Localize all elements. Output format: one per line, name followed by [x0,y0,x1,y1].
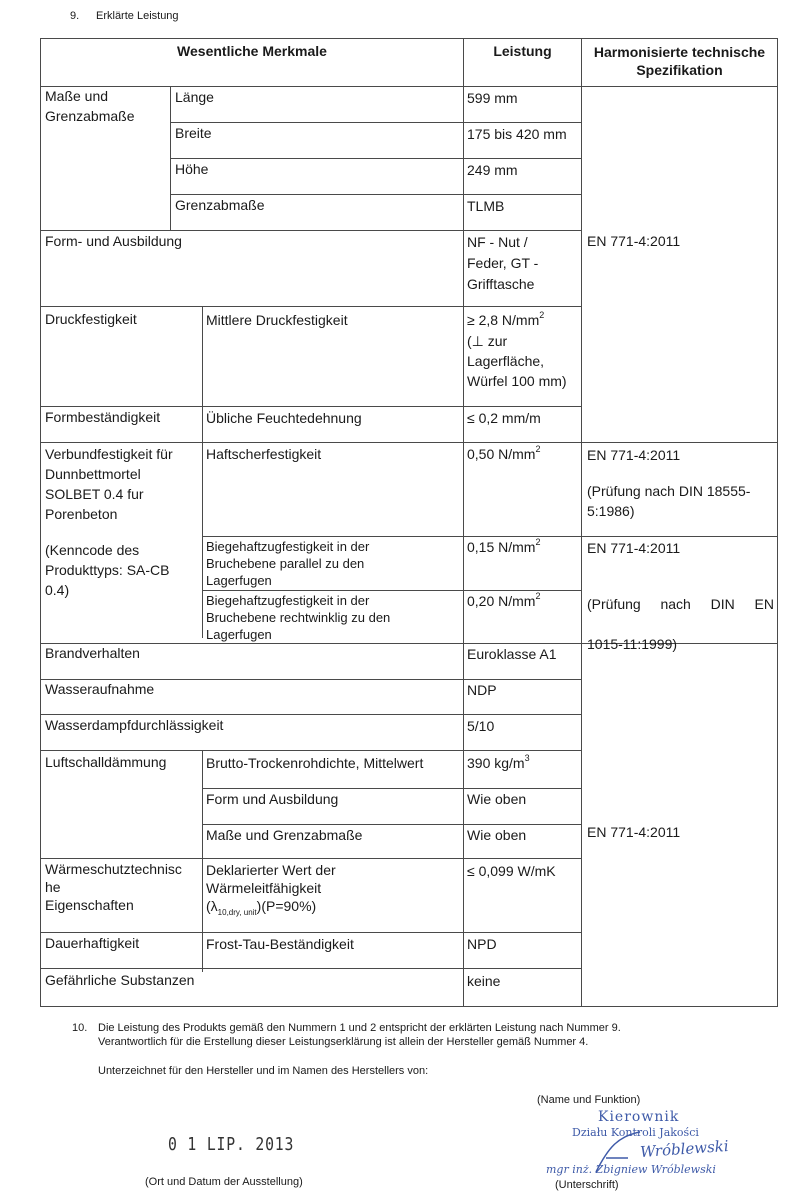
gefahr-value: keine [467,973,501,989]
haft-sub: Haftscherfestigkeit [206,446,322,462]
haft-spec-note-text: (Prüfung nach DIN 18555- 5:1986) [587,483,751,519]
bieg-spec: EN 771-4:2011 [587,540,681,556]
col-sep-sub-a [202,306,203,638]
haft-value [467,444,540,464]
row-line [170,122,582,123]
signed-for-manufacturer: Unterzeichnet für den Hersteller und im Namen des Herstellers von: [98,1065,429,1077]
lambda-rest: )(P=90%) [256,898,317,914]
formbest-value: ≤ 0,2 mm/m [467,410,541,426]
haft-spec: EN 771-4:2011 [587,447,681,463]
bieg1-value-sup: 2 [535,537,541,548]
table-border-bottom [40,1006,778,1007]
row-line [40,968,582,969]
bieg2-value-sup: 2 [535,591,541,602]
section10-line2: Verantwortlich für die Erstellung dieser Leistungserklärung ist allein der Hersteller gemäß Nummer 4. [98,1036,589,1048]
gefahr-label: Gefährliche Substanzen [45,972,195,988]
bieg-spec-note [587,574,774,674]
luft-value-dichte-sup: 3 [524,753,530,764]
dauer-value: NPD [467,936,497,952]
waerme-value: ≤ 0,099 W/mK [467,863,556,879]
table-border-top [40,38,778,39]
spec-bottom: EN 771-4:2011 [587,824,681,840]
luft-value-dichte-main: 390 kg/m [467,755,525,771]
dauer-sub: Frost-Tau-Beständigkeit [206,936,354,952]
form-value: NF - Nut / Feder, GT - Grifftasche [467,234,539,292]
header-bottom-line [40,86,778,87]
lambda-index: 10,dry, unit [217,907,257,917]
breite-label: Breite [175,125,212,141]
druck-value-detail: (⊥ zur Lagerfläche, Würfel 100 mm) [467,333,567,389]
header-leistung: Leistung [493,43,552,59]
formbest-label: Formbeständigkeit [45,409,161,425]
section10-number: 10. [72,1022,88,1034]
handwritten-signature: Wróblewski [639,1136,730,1162]
haft-value-main: 0,50 N/mm [467,446,536,462]
druck-value [467,310,544,330]
row-line [170,158,582,159]
col-sep-sub-b [202,750,203,972]
col-sep-spezifikation [581,38,582,1007]
table-border-left [40,38,41,1007]
grenzabmasse-value: TLMB [467,198,505,214]
waerme-label: Wärmeschutztechnisc he Eigenschaften [45,861,182,913]
luft-label: Luftschalldämmung [45,754,167,770]
row-line [40,858,582,859]
bieg2-value-main: 0,20 N/mm [467,593,536,609]
lambda-symbol: (λ [206,898,218,914]
wasser-label: Wasseraufnahme [45,681,155,697]
bieg2-sub: Biegehaftzugfestigkeit in der Bruchebene rechtwinklig zu den Lagerfugen [206,593,391,642]
verbund-label: Verbundfestigkeit für Dunnbettmortel SOLBET 0.4 fur Porenbeton [45,446,173,522]
dampf-value: 5/10 [467,718,495,734]
druck-sub: Mittlere Druckfestigkeit [206,312,348,328]
header-merkmale: Wesentliche Merkmale [177,43,327,59]
table-border-right [777,38,778,1007]
bieg1-value-main: 0,15 N/mm [467,539,536,555]
stamp-name: mgr inż. Zbigniew Wróblewski [546,1163,716,1176]
bieg-spec-note-line2: 1015-11:1999) [587,636,678,652]
luft-value-form: Wie oben [467,791,527,807]
druck-value-sup: 2 [539,310,545,321]
grenzabmasse-label: Grenzabmaße [175,197,265,213]
section10-line1: Die Leistung des Produkts gemäß den Nummern 1 und 2 entspricht der erklärten Leistung nach Nummer 9. [98,1022,621,1034]
hoehe-value: 249 mm [467,162,518,178]
masse-label: Maße und Grenzabmaße [45,88,135,124]
laenge-value: 599 mm [467,90,518,106]
signature-label: (Unterschrift) [555,1179,619,1191]
form-label: Form- und Ausbildung [45,233,182,249]
name-function-label: (Name und Funktion) [537,1094,641,1106]
bieg-spec-note-line1: (Prüfung nach DIN EN [587,596,774,612]
druck-value-main: ≥ 2,8 N/mm [467,312,540,328]
row-line [40,306,582,307]
section-title: Erklärte Leistung [96,10,179,22]
dauer-label: Dauerhaftigkeit [45,935,140,951]
hoehe-label: Höhe [175,161,209,177]
bieg2-value [467,591,540,611]
laenge-label: Länge [175,89,214,105]
bieg1-value [467,537,540,557]
haft-value-sup: 2 [535,444,541,455]
luft-value-masse: Wie oben [467,827,527,843]
wasser-value: NDP [467,682,497,698]
place-date-label: (Ort und Datum der Ausstellung) [145,1176,303,1188]
druck-label: Druckfestigkeit [45,311,137,327]
spec-top: EN 771-4:2011 [587,233,681,249]
waerme-sub-lambda [206,897,316,915]
col-sep-leistung [463,38,464,1007]
section-heading [70,10,179,22]
luft-value-dichte [467,753,530,773]
brand-label: Brandverhalten [45,645,140,661]
date-stamp: 0 1 LIP. 2013 [168,1134,295,1155]
verbund-kenncode: (Kenncode des Produkttyps: SA-CB 0.4) [45,542,170,598]
luft-sub-masse: Maße und Grenzabmaße [206,827,363,843]
haft-spec-note [587,481,774,521]
luft-sub-form: Form und Ausbildung [206,791,339,807]
waerme-sub: Deklarierter Wert der Wärmeleitfähigkeit [206,862,336,896]
breite-value: 175 bis 420 mm [467,126,567,142]
row-line [40,750,582,751]
section-number: 9. [70,10,80,22]
stamp-department: Działu Kontroli Jakości [572,1126,699,1139]
formbest-sub: Übliche Feuchtedehnung [206,410,362,426]
dampf-label: Wasserdampfdurchlässigkeit [45,717,224,733]
bieg1-sub: Biegehaftzugfestigkeit in der Bruchebene parallel zu den Lagerfugen [206,539,370,588]
header-spezifikation: Harmonisierte technische Spezifikation [593,44,766,78]
luft-sub-dichte: Brutto-Trockenrohdichte, Mittelwert [206,755,424,771]
row-line [40,442,778,443]
stamp-title: Kierownik [598,1109,680,1125]
brand-value: Euroklasse A1 [467,646,557,662]
